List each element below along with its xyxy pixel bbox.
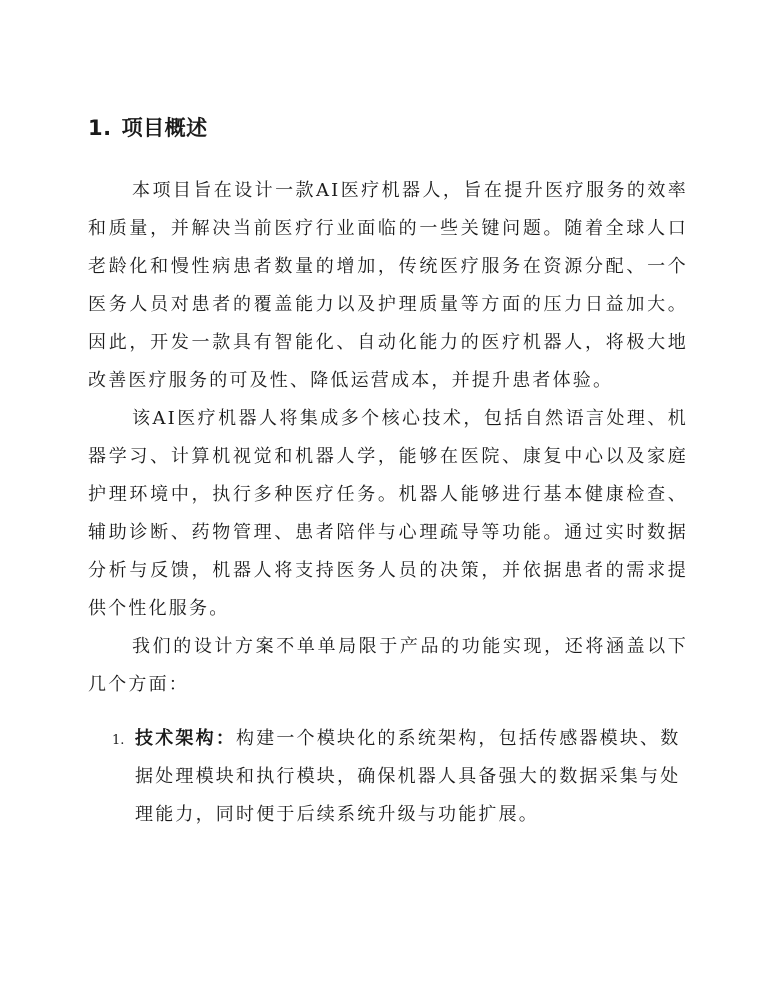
list-item-colon: ： (215, 728, 237, 749)
paragraph-technologies: 该AI医疗机器人将集成多个核心技术，包括自然语言处理、机器学习、计算机视觉和机器人学，能够在医院、康复中心以及家庭护理环境中，执行多种医疗任务。机器人能够进行基本健康检查、辅助诊断、药物管理、患者陪伴与心理疏导等功能。通过实时数据分析与反馈，机器人将支持医务人员的决策，并依据患者的需求提供个性化服务。 (88, 408, 688, 619)
section-heading (88, 113, 208, 143)
paragraph-scope: 我们的设计方案不单单局限于产品的功能实现，还将涵盖以下几个方面： (88, 636, 688, 695)
list-item-term: 技术架构 (135, 728, 216, 749)
paragraph-intro: 本项目旨在设计一款AI医疗机器人，旨在提升医疗服务的效率和质量，并解决当前医疗行业面临的一些关键问题。随着全球人口老龄化和慢性病患者数量的增加，传统医疗服务在资源分配、一个医务人员对患者的覆盖能力以及护理质量等方面的压力日益加大。因此，开发一款具有智能化、自动化能力的医疗机器人，将极大地改善医疗服务的可及性、降低运营成本，并提升患者体验。 (88, 180, 688, 391)
section-title: 项目概述 (121, 116, 208, 140)
list-item (88, 720, 688, 834)
section-number: 1. (88, 116, 112, 140)
list-item-number: 1. (112, 733, 125, 748)
section-body (88, 172, 688, 704)
numbered-list (88, 720, 688, 834)
list-item-text: 构建一个模块化的系统架构，包括传感器模块、数据处理模块和执行模块，确保机器人具备强大的数据采集与处理能力，同时便于后续系统升级与功能扩展。 (135, 728, 681, 825)
